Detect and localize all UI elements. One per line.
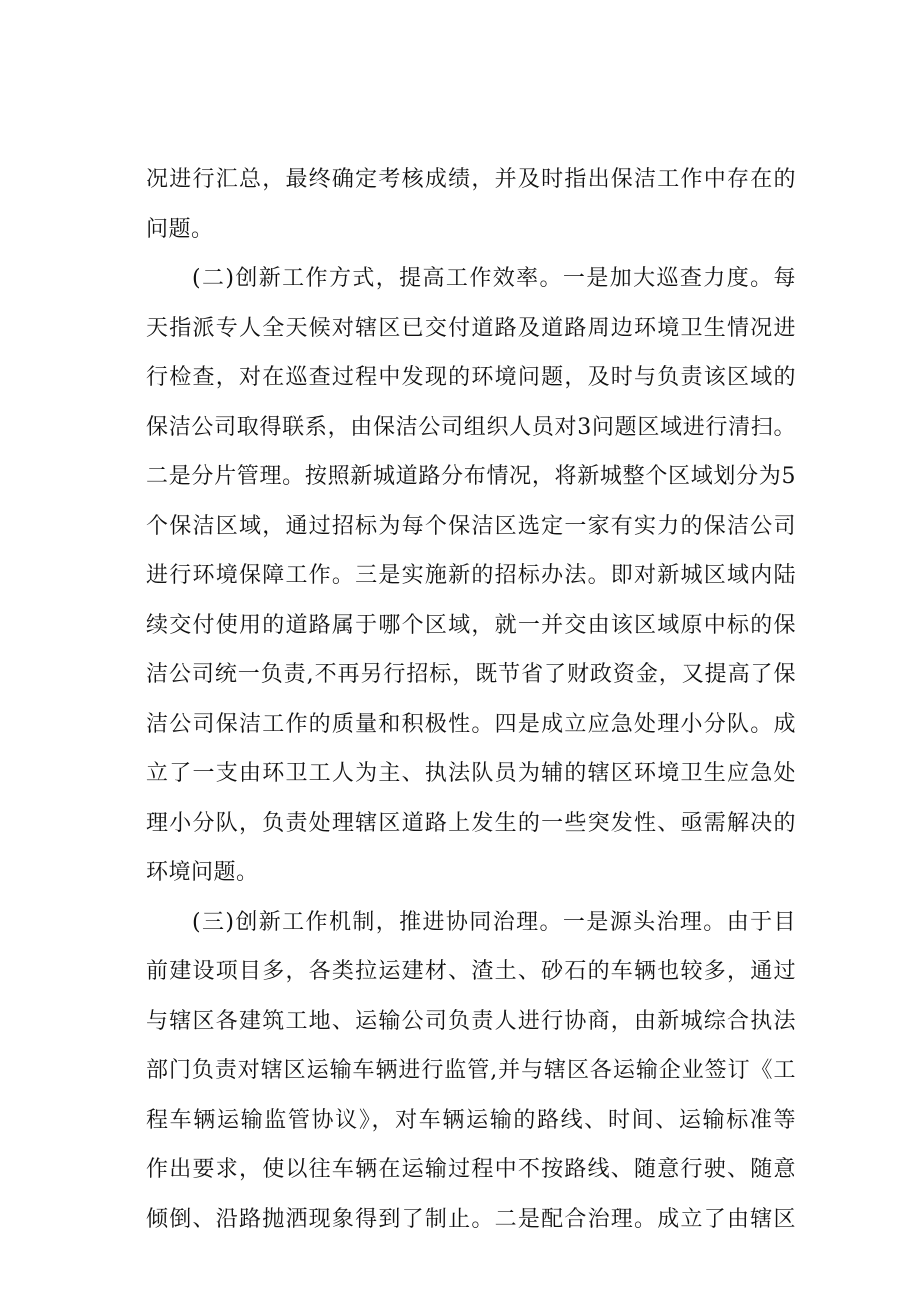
body-line: 前建设项目多，各类拉运建材、渣土、砂石的车辆也较多，通过 xyxy=(146,959,796,984)
body-line: 天指派专人全天候对辖区已交付道路及道路周边环境卫生情况进 xyxy=(146,315,796,341)
body-line: 立了一支由环卫工人为主、执法队员为辅的辖区环境卫生应急处 xyxy=(146,761,796,786)
body-line: 续交付使用的道路属于哪个区域，就一并交由该区域原中标的保 xyxy=(146,612,796,638)
body-line: 况进行汇总，最终确定考核成绩，并及时指出保洁工作中存在的 xyxy=(146,167,796,192)
section-three-first-line: (三)创新工作机制，推进协同治理。一是源头治理。由于目 xyxy=(192,909,796,935)
body-line: 行检查，对在巡查过程中发现的环境问题，及时与负责该区域的 xyxy=(146,365,796,390)
body-line: 保洁公司取得联系，由保洁公司组织人员对3问题区域进行清扫。 xyxy=(146,414,796,440)
body-line: 洁公司保洁工作的质量和积极性。四是成立应急处理小分队。成 xyxy=(146,711,796,737)
body-line: 二是分片管理。按照新城道路分布情况，将新城整个区域划分为5 xyxy=(146,464,796,489)
body-line: 倾倒、沿路抛洒现象得到了制止。二是配合治理。成立了由辖区 xyxy=(146,1206,796,1232)
body-line: 洁公司统一负责,不再另行招标，既节省了财政资金，又提高了保 xyxy=(146,662,796,687)
body-line: 与辖区各建筑工地、运输公司负责人进行协商，由新城综合执法 xyxy=(146,1008,796,1034)
body-line: 理小分队，负责处理辖区道路上发生的一些突发性、亟需解决的 xyxy=(146,810,796,836)
body-line: 作出要求，使以往车辆在运输过程中不按路线、随意行驶、随意 xyxy=(146,1157,796,1182)
section-two-first-line: (二)创新工作方式，提高工作效率。一是加大巡查力度。每 xyxy=(192,266,796,291)
body-line: 个保洁区域，通过招标为每个保洁区选定一家有实力的保洁公司 xyxy=(146,513,796,539)
body-line: 问题。 xyxy=(146,216,214,242)
body-line: 进行环境保障工作。三是实施新的招标办法。即对新城区域内陆 xyxy=(146,563,796,588)
body-line: 程车辆运输监管协议》，对车辆运输的路线、时间、运输标准等 xyxy=(146,1107,796,1133)
document-body xyxy=(146,155,796,1244)
body-line: 环境问题。 xyxy=(146,860,259,885)
body-line: 部门负责对辖区运输车辆进行监管,并与辖区各运输企业签订《工 xyxy=(146,1058,796,1083)
